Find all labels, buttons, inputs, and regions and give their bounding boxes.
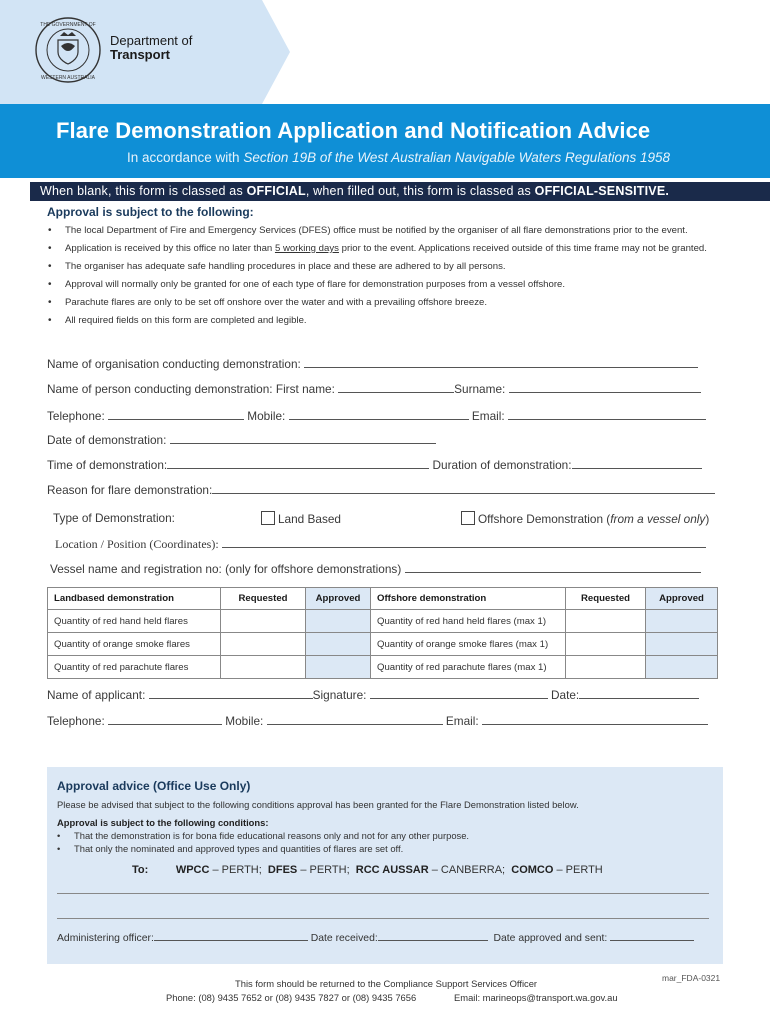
form-subtitle: [127, 150, 670, 165]
surname-label: Surname:: [454, 382, 506, 396]
recipient-org: WPCC: [175, 864, 210, 876]
applicant-date-input[interactable]: [579, 688, 699, 699]
footer-email: Email: marineops@transport.wa.gov.au: [454, 992, 618, 1003]
class-part1: When blank, this form is classed as: [40, 184, 247, 198]
recipient-org: RCC AUSSAR: [355, 864, 429, 876]
email-input[interactable]: [508, 409, 706, 420]
office-conditions-list: [57, 829, 469, 855]
applicant-date-label: Date:: [551, 688, 580, 702]
offshore-approved-cell[interactable]: [646, 610, 718, 633]
surname-input[interactable]: [509, 382, 701, 393]
dept-line2: Transport: [110, 47, 170, 62]
land-approved-cell[interactable]: [306, 656, 371, 679]
table-header: Requested: [221, 588, 306, 610]
reason-label: Reason for flare demonstration:: [47, 483, 213, 497]
approval-conditions-list: [48, 224, 728, 332]
time-field-row: [47, 458, 702, 472]
offshore-requested-cell[interactable]: [566, 633, 646, 656]
table-row: [48, 633, 718, 656]
list-item: • The organiser has adequate safe handling procedures in place and these are adhered to by all persons.: [48, 260, 728, 275]
vessel-input[interactable]: [405, 562, 701, 573]
land-row-label: Quantity of orange smoke flares: [48, 633, 221, 656]
recipients-line: [132, 864, 603, 876]
land-based-label: Land Based: [278, 512, 341, 526]
offshore-row-label: Quantity of orange smoke flares (max 1): [371, 633, 566, 656]
reason-field-row: [47, 483, 715, 497]
offshore-checkbox[interactable]: [461, 511, 475, 525]
crest-text-bottom: WESTERN AUSTRALIA: [41, 75, 95, 81]
land-based-option[interactable]: [261, 511, 341, 526]
administering-officer-input[interactable]: [154, 931, 308, 941]
applicant-name-label: Name of applicant:: [47, 688, 146, 702]
classification-banner: [30, 182, 770, 201]
contact-field-row: [47, 409, 706, 423]
email-label: Email:: [471, 409, 505, 423]
office-notes-line-2[interactable]: [57, 918, 709, 919]
organisation-input[interactable]: [304, 357, 698, 368]
list-item: • Approval will normally only be granted for one of each type of flare for demonstration purposes from a vessel offshore.: [48, 278, 728, 293]
class-official-sensitive: OFFICIAL-SENSITIVE.: [534, 184, 670, 198]
government-crest-icon: [34, 16, 102, 84]
offshore-requested-cell[interactable]: [566, 656, 646, 679]
land-requested-cell[interactable]: [221, 656, 306, 679]
recipient-place: – PERTH: [553, 864, 603, 876]
organisation-label: Name of organisation conducting demonstration:: [47, 357, 301, 371]
applicant-telephone-label: Telephone:: [47, 714, 105, 728]
offshore-requested-cell[interactable]: [566, 610, 646, 633]
form-title: Flare Demonstration Application and Notification Advice: [56, 118, 651, 143]
recipient-place: – CANBERRA;: [428, 864, 506, 876]
office-notes-line-1[interactable]: [57, 893, 709, 894]
mobile-input[interactable]: [289, 409, 469, 420]
land-requested-cell[interactable]: [221, 610, 306, 633]
recipient-place: – PERTH;: [209, 864, 262, 876]
person-field-row: [47, 382, 701, 396]
list-item: • That only the nominated and approved types and quantities of flares are set off.: [57, 842, 469, 855]
location-field-row: [55, 537, 706, 552]
recipient-org: COMCO: [511, 864, 554, 876]
offshore-approved-cell[interactable]: [646, 633, 718, 656]
land-row-label: Quantity of red parachute flares: [48, 656, 221, 679]
applicant-field-row: [47, 688, 699, 702]
office-signoff-row: [57, 931, 694, 944]
telephone-label: Telephone:: [47, 409, 105, 423]
applicant-mobile-label: Mobile:: [225, 714, 264, 728]
approval-heading: Approval is subject to the following:: [47, 205, 254, 219]
office-conditions-heading: Approval is subject to the following conditions:: [57, 817, 269, 828]
offshore-row-label: Quantity of red parachute flares (max 1): [371, 656, 566, 679]
bullet2-prefix: Application is received by this office no later than: [65, 242, 275, 254]
time-input[interactable]: [167, 458, 429, 469]
land-row-label: Quantity of red hand held flares: [48, 610, 221, 633]
location-label: Location / Position (Coordinates):: [55, 537, 219, 551]
land-requested-cell[interactable]: [221, 633, 306, 656]
class-part2: , when filled out, this form is classed as: [305, 184, 535, 198]
footer-phone: Phone: (08) 9435 7652 or (08) 9435 7827 or (08) 9435 7656: [166, 992, 417, 1003]
date-approved-input[interactable]: [610, 931, 694, 941]
working-days-emphasis: 5 working days: [274, 242, 339, 254]
mobile-label: Mobile:: [247, 409, 286, 423]
header-band: [0, 0, 290, 104]
list-item: • The local Department of Fire and Emergency Services (DFES) office must be notified by the organiser of all flare demonstrations prior to the event.: [48, 224, 728, 239]
date-input[interactable]: [170, 433, 436, 444]
duration-label: Duration of demonstration:: [432, 458, 572, 472]
offshore-qualifier: from a vessel only: [610, 512, 706, 526]
first-name-label: Name of person conducting demonstration: First name:: [47, 382, 335, 396]
time-label: Time of demonstration:: [47, 458, 168, 472]
list-item: [48, 242, 728, 257]
table-row: [48, 656, 718, 679]
date-label: Date of demonstration:: [47, 433, 167, 447]
signature-input[interactable]: [370, 688, 548, 699]
subtitle-regulation: Section 19B of the West Australian Navigable Waters Regulations 1958: [243, 150, 671, 165]
table-header: Offshore demonstration: [371, 588, 566, 610]
offshore-option[interactable]: [461, 511, 709, 526]
department-name: [110, 34, 192, 62]
land-approved-cell[interactable]: [306, 633, 371, 656]
table-header: Landbased demonstration: [48, 588, 221, 610]
subtitle-prefix: In accordance with: [127, 150, 244, 165]
flares-quantity-table: [47, 587, 718, 679]
organisation-field-row: [47, 357, 698, 371]
offshore-row-label: Quantity of red hand held flares (max 1): [371, 610, 566, 633]
type-label: Type of Demonstration:: [53, 511, 175, 525]
list-item: • That the demonstration is for bona fide educational reasons only and not for any other purpose.: [57, 829, 469, 842]
office-paragraph: Please be advised that subject to the following conditions approval has been granted for the Flare Demonstration listed below.: [57, 799, 579, 810]
vessel-label: Vessel name and registration no: (only for offshore demonstrations): [50, 562, 402, 576]
applicant-email-label: Email:: [445, 714, 479, 728]
list-item: • Parachute flares are only to be set off onshore over the water and with a prevailing offshore breeze.: [48, 296, 728, 311]
form-code: mar_FDA-0321: [662, 973, 721, 983]
footer-return-note: This form should be returned to the Compliance Support Services Officer: [235, 978, 538, 989]
office-use-section: [47, 767, 723, 964]
table-header: Approved: [306, 588, 371, 610]
land-based-checkbox[interactable]: [261, 511, 275, 525]
land-approved-cell[interactable]: [306, 610, 371, 633]
applicant-name-input[interactable]: [149, 688, 313, 699]
applicant-contact-row: [47, 714, 708, 728]
table-header: Approved: [646, 588, 718, 610]
recipient-org: DFES: [267, 864, 298, 876]
duration-input[interactable]: [572, 458, 702, 469]
recipient-place: – PERTH;: [297, 864, 350, 876]
table-header: Requested: [566, 588, 646, 610]
administering-officer-label: Administering officer:: [57, 933, 154, 944]
title-bar: [0, 104, 770, 178]
date-field-row: [47, 433, 436, 447]
telephone-input[interactable]: [108, 409, 244, 420]
offshore-label: Offshore Demonstration (: [478, 512, 611, 526]
vessel-field-row: [50, 562, 701, 576]
to-label: To:: [132, 864, 149, 876]
office-heading: Approval advice (Office Use Only): [57, 779, 251, 793]
signature-label: Signature:: [312, 688, 367, 702]
table-header-row: [48, 588, 718, 610]
date-received-label: Date received:: [310, 933, 378, 944]
date-approved-label: Date approved and sent:: [493, 933, 608, 944]
list-item: • All required fields on this form are completed and legible.: [48, 314, 728, 329]
applicant-email-input[interactable]: [482, 714, 708, 725]
crest-text-top: THE GOVERNMENT OF: [40, 22, 96, 28]
reason-input[interactable]: [212, 483, 715, 494]
class-official: OFFICIAL: [246, 184, 306, 198]
location-input[interactable]: [222, 537, 706, 548]
applicant-telephone-input[interactable]: [108, 714, 222, 725]
offshore-close: ): [705, 512, 710, 526]
date-received-input[interactable]: [378, 931, 488, 941]
offshore-approved-cell[interactable]: [646, 656, 718, 679]
dept-line1: Department of: [110, 33, 193, 48]
bullet2-rest: prior to the event. Applications received outside of this time frame may not be granted.: [338, 242, 707, 254]
table-row: [48, 610, 718, 633]
first-name-input[interactable]: [338, 382, 454, 393]
applicant-mobile-input[interactable]: [267, 714, 443, 725]
